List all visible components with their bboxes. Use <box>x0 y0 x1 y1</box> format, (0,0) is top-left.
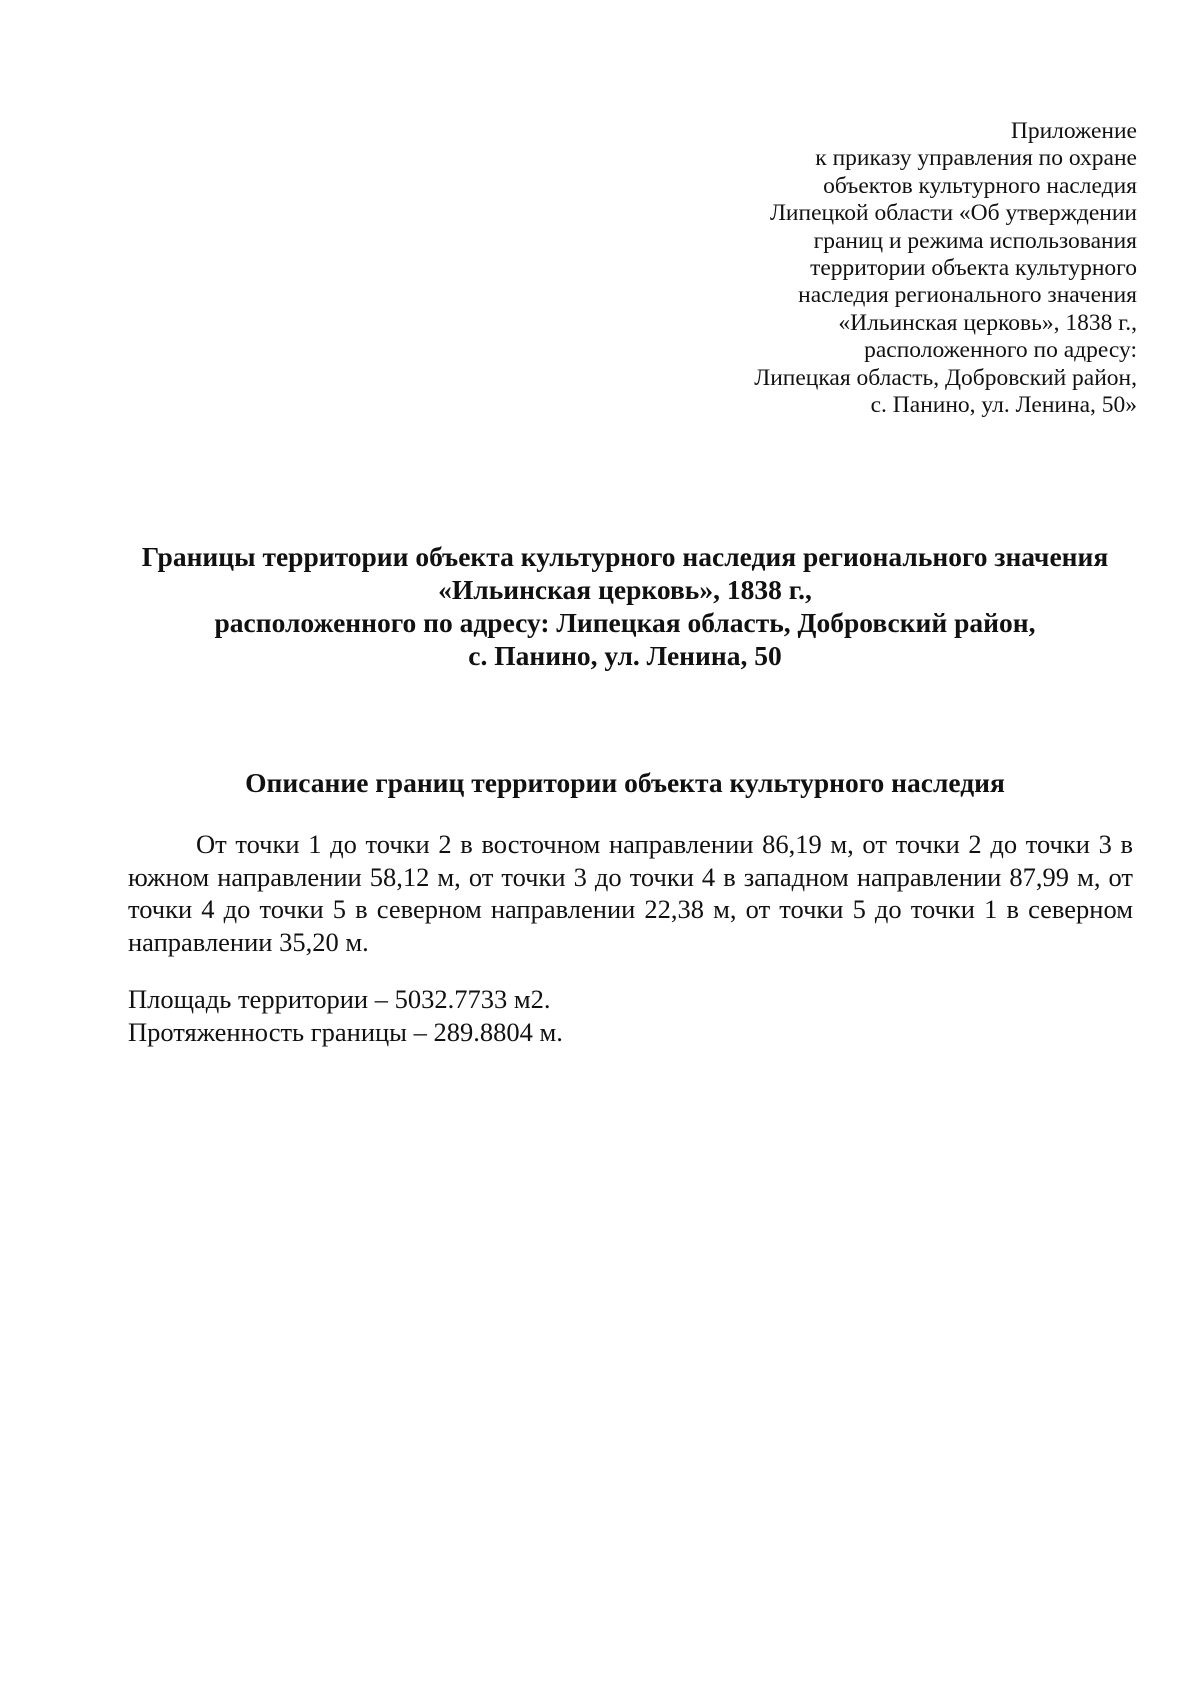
appendix-line: Липецкой области «Об утверждении <box>769 200 1137 227</box>
appendix-line: объектов культурного наследия <box>823 172 1137 199</box>
appendix-line: расположенного по адресу: <box>864 337 1137 364</box>
metrics-block <box>128 983 1028 1048</box>
document-title <box>100 540 1150 672</box>
title-line: расположенного по адресу: Липецкая область, Добровский район, <box>214 607 1036 638</box>
appendix-block <box>657 118 1137 419</box>
appendix-line: к приказу управления по охране <box>815 145 1137 172</box>
section-heading: Описание границ территории объекта культурного наследия <box>245 767 1005 798</box>
title-line: Границы территории объекта культурного наследия регионального значения <box>141 541 1109 572</box>
appendix-line: с. Панино, ул. Ленина, 50» <box>870 392 1137 419</box>
appendix-line: Липецкая область, Добровский район, <box>754 364 1137 391</box>
appendix-line: территории объекта культурного <box>810 255 1137 282</box>
title-line: с. Панино, ул. Ленина, 50 <box>468 640 782 671</box>
boundary-description: От точки 1 до точки 2 в восточном направлении 86,19 м, от точки 2 до точки 3 в южном направлении 58,12 м, от точки 3 до точки 4 в западном направлении 87,99 м, от точки 4 до точки 5 в северном направлении 22,38 м, от точки 5 до точки 1 в северном направлении 35,20 м. <box>128 829 1133 957</box>
perimeter-value: Протяженность границы – 289.8804 м. <box>128 1016 563 1047</box>
appendix-line: наследия регионального значения <box>798 282 1137 309</box>
area-value: Площадь территории – 5032.7733 м2. <box>128 984 551 1014</box>
appendix-line: «Ильинская церковь», 1838 г., <box>838 309 1137 336</box>
title-line: «Ильинская церковь», 1838 г., <box>438 574 812 605</box>
appendix-line: границ и режима использования <box>813 227 1137 254</box>
appendix-line: Приложение <box>1010 118 1137 144</box>
